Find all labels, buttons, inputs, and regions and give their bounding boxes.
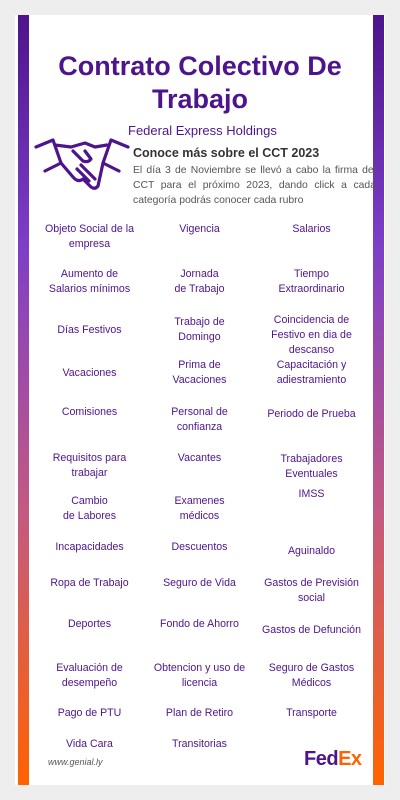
- category-item[interactable]: Vacantes: [177, 452, 222, 464]
- category-item[interactable]: Salarios: [292, 223, 331, 235]
- category-item[interactable]: Gastos de Defunción: [262, 624, 361, 636]
- category-item[interactable]: Seguro de Vida: [163, 577, 236, 589]
- category-item[interactable]: Transporte: [286, 707, 337, 719]
- category-item[interactable]: Fondo de Ahorro: [160, 618, 239, 630]
- category-item[interactable]: Trabajadores Eventuales: [280, 453, 343, 480]
- category-item[interactable]: Pago de PTU: [57, 707, 122, 719]
- category-item[interactable]: Transitorias: [172, 738, 227, 750]
- page-title: Contrato Colectivo De Trabajo: [58, 51, 342, 114]
- category-item[interactable]: Capacitación y adiestramiento: [276, 359, 347, 386]
- category-item[interactable]: Personal de confianza: [171, 406, 228, 433]
- category-item[interactable]: Objeto Social de la empresa: [45, 223, 134, 250]
- category-item[interactable]: Evaluación de desempeño: [56, 662, 123, 689]
- category-item[interactable]: Descuentos: [171, 541, 228, 553]
- intro-text: El día 3 de Noviembre se llevó a cabo la firma del CCT para el próximo 2023, dando click a cada categoría podrás conocer cada rubro: [133, 165, 376, 206]
- handshake-icon: [33, 135, 131, 197]
- category-item[interactable]: IMSS: [298, 488, 325, 500]
- category-item[interactable]: Cambio de Labores: [62, 495, 116, 522]
- category-item[interactable]: Gastos de Previsión social: [264, 577, 359, 604]
- company-name: Federal Express Holdings: [128, 123, 277, 138]
- category-item[interactable]: Periodo de Prueba: [267, 408, 356, 420]
- category-item[interactable]: Tiempo Extraordinario: [278, 268, 345, 295]
- category-item[interactable]: Vida Cara: [66, 738, 113, 750]
- category-item[interactable]: Deportes: [68, 618, 111, 630]
- category-item[interactable]: Obtencion y uso de licencia: [153, 662, 246, 689]
- category-item[interactable]: Prima de Vacaciones: [172, 359, 227, 386]
- category-item[interactable]: Vigencia: [179, 223, 220, 235]
- fedex-logo: [304, 748, 362, 771]
- category-item[interactable]: Seguro de Gastos Médicos: [268, 662, 355, 689]
- category-item[interactable]: Coincidencia de Festivo en dia de descanso: [271, 314, 352, 356]
- category-item[interactable]: Incapacidades: [55, 541, 124, 553]
- intro-heading: Conoce más sobre el CCT 2023: [133, 146, 320, 160]
- category-item[interactable]: Vacaciones: [62, 367, 117, 379]
- category-item[interactable]: Aumento de Salarios mínimos: [48, 268, 131, 295]
- right-gradient-bar: [373, 15, 384, 785]
- logo-ex: Ex: [338, 748, 362, 770]
- category-item[interactable]: Trabajo de Domingo: [174, 316, 225, 343]
- category-item[interactable]: Examenes médicos: [174, 495, 225, 522]
- category-item[interactable]: Días Festivos: [57, 324, 122, 336]
- category-item[interactable]: Plan de Retiro: [165, 707, 234, 719]
- footer-url: www.genial.ly: [48, 757, 103, 767]
- category-item[interactable]: Jornada de Trabajo: [174, 268, 225, 295]
- category-item[interactable]: Aguinaldo: [287, 545, 336, 557]
- logo-fed: Fed: [304, 748, 339, 770]
- category-item[interactable]: Requisitos para trabajar: [52, 452, 127, 479]
- category-item[interactable]: Comisiones: [61, 406, 118, 418]
- category-item[interactable]: Ropa de Trabajo: [50, 577, 129, 589]
